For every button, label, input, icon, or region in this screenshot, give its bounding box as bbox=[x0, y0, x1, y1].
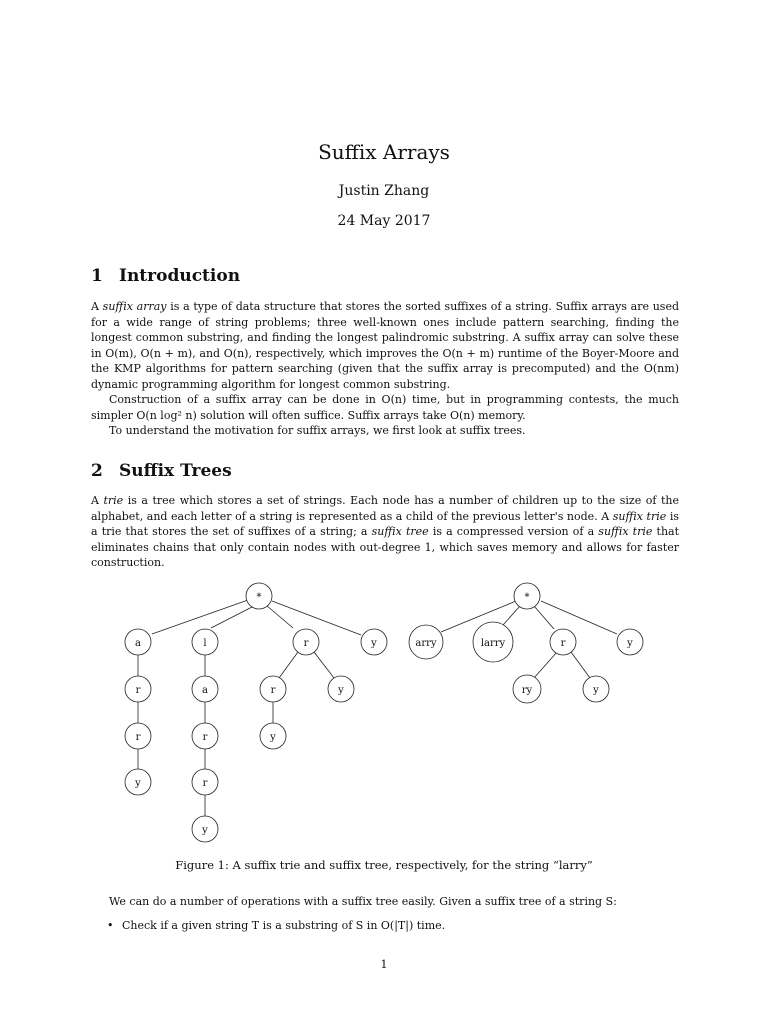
node-label: y bbox=[371, 638, 377, 649]
edge bbox=[314, 652, 334, 678]
node-label: l bbox=[203, 638, 207, 649]
edge bbox=[503, 606, 520, 625]
edge bbox=[279, 652, 298, 678]
node-label: r bbox=[303, 638, 309, 649]
section-title: Introduction bbox=[119, 266, 241, 286]
tree-edges bbox=[441, 601, 617, 678]
node-label: y bbox=[135, 778, 141, 789]
tree-nodes bbox=[409, 583, 643, 703]
node-label: r bbox=[202, 778, 208, 789]
bullet-marker: • bbox=[107, 919, 114, 932]
section-number: 1 bbox=[91, 266, 103, 286]
node-label: r bbox=[135, 732, 141, 743]
edge bbox=[571, 652, 590, 678]
section-heading-introduction bbox=[91, 266, 240, 286]
node-label: y bbox=[627, 638, 633, 649]
trie-nodes bbox=[125, 583, 387, 842]
node-label: a bbox=[135, 638, 141, 649]
term-trie: trie bbox=[103, 494, 124, 507]
node-label: r bbox=[202, 732, 208, 743]
node-label: larry bbox=[480, 638, 506, 649]
edge bbox=[152, 600, 248, 634]
node-label: r bbox=[135, 685, 141, 696]
text-run: is a compressed version of a bbox=[428, 525, 599, 538]
node-label: y bbox=[338, 685, 344, 696]
edge bbox=[541, 601, 617, 634]
term-suffix-trie: suffix trie bbox=[612, 509, 667, 523]
node-label: r bbox=[560, 638, 566, 649]
intro-paragraph-3: To understand the motivation for suffix arrays, we first look at suffix trees. bbox=[109, 424, 526, 437]
text-run: is a trie that stores the set of suffixes of a string; a bbox=[91, 509, 679, 538]
node-label: arry bbox=[415, 638, 437, 649]
text-run: A bbox=[91, 494, 104, 507]
doc-author: Justin Zhang bbox=[338, 183, 430, 199]
page-number: 1 bbox=[380, 958, 388, 971]
section-title: Suffix Trees bbox=[119, 461, 232, 481]
intro-paragraph-1 bbox=[91, 299, 679, 392]
intro-paragraph-2: Construction of a suffix array can be done in O(n) time, but in programming contests, the much simpler O(n log² n) solution will often suffice. Suffix arrays take O(n) memory. bbox=[91, 393, 679, 422]
node-label: y bbox=[270, 732, 276, 743]
trie-edges bbox=[135, 600, 361, 816]
node-label: * bbox=[256, 592, 262, 603]
section-number: 2 bbox=[91, 461, 103, 481]
bullet-item-1: Check if a given string T is a substring of S in O(|T|) time. bbox=[122, 919, 446, 932]
text-run: is a type of data structure that stores the sorted suffixes of a string. Suffix arrays are used for a wide range of string problems; three well-known ones include pattern searching, finding the longest common substring, and finding the longest palindromic substring. A suffix array can solve these in O(m), O(n + m), and O(n), respectively, which improves the O(n + m) runtime of the Boyer-Moore and the KMP algorithms for pattern searching (given that the suffix array is precomputed) and the O(nm) dynamic programming algorithm for longest common substring. bbox=[91, 300, 679, 391]
edge bbox=[266, 605, 293, 628]
text-run: that eliminates chains that only contain nodes with out-degree 1, which saves memory and allows for faster construction. bbox=[91, 525, 680, 569]
term-suffix-tree: suffix tree bbox=[371, 525, 429, 538]
node-label: y bbox=[202, 825, 208, 836]
section-heading-suffix-trees bbox=[91, 461, 232, 481]
term-suffix-array: suffix array bbox=[102, 300, 167, 313]
node-label: r bbox=[270, 685, 276, 696]
text-run: is a tree which stores a set of strings. Each node has a number of children up to the size of the alphabet, and each letter of a string is represented as a child of the previous letter's node. A bbox=[91, 494, 679, 523]
after-figure-paragraph: We can do a number of operations with a suffix tree easily. Given a suffix tree of a string S: bbox=[109, 895, 617, 908]
node-label: a bbox=[202, 685, 208, 696]
text-run: A bbox=[91, 300, 103, 313]
figure-caption: Figure 1: A suffix trie and suffix tree, respectively, for the string “larry” bbox=[175, 858, 593, 872]
doc-date: 24 May 2017 bbox=[337, 213, 431, 229]
edge bbox=[534, 606, 554, 629]
node-label: ry bbox=[521, 685, 533, 696]
edge bbox=[211, 607, 252, 628]
node-label: y bbox=[593, 685, 599, 696]
trees-paragraph-1 bbox=[91, 493, 679, 571]
term-suffix-trie: suffix trie bbox=[598, 525, 653, 538]
doc-title: Suffix Arrays bbox=[318, 140, 450, 164]
edge bbox=[534, 652, 557, 678]
suffix-tree-figure bbox=[0, 570, 768, 850]
node-label: * bbox=[524, 592, 530, 603]
edge bbox=[272, 601, 361, 635]
